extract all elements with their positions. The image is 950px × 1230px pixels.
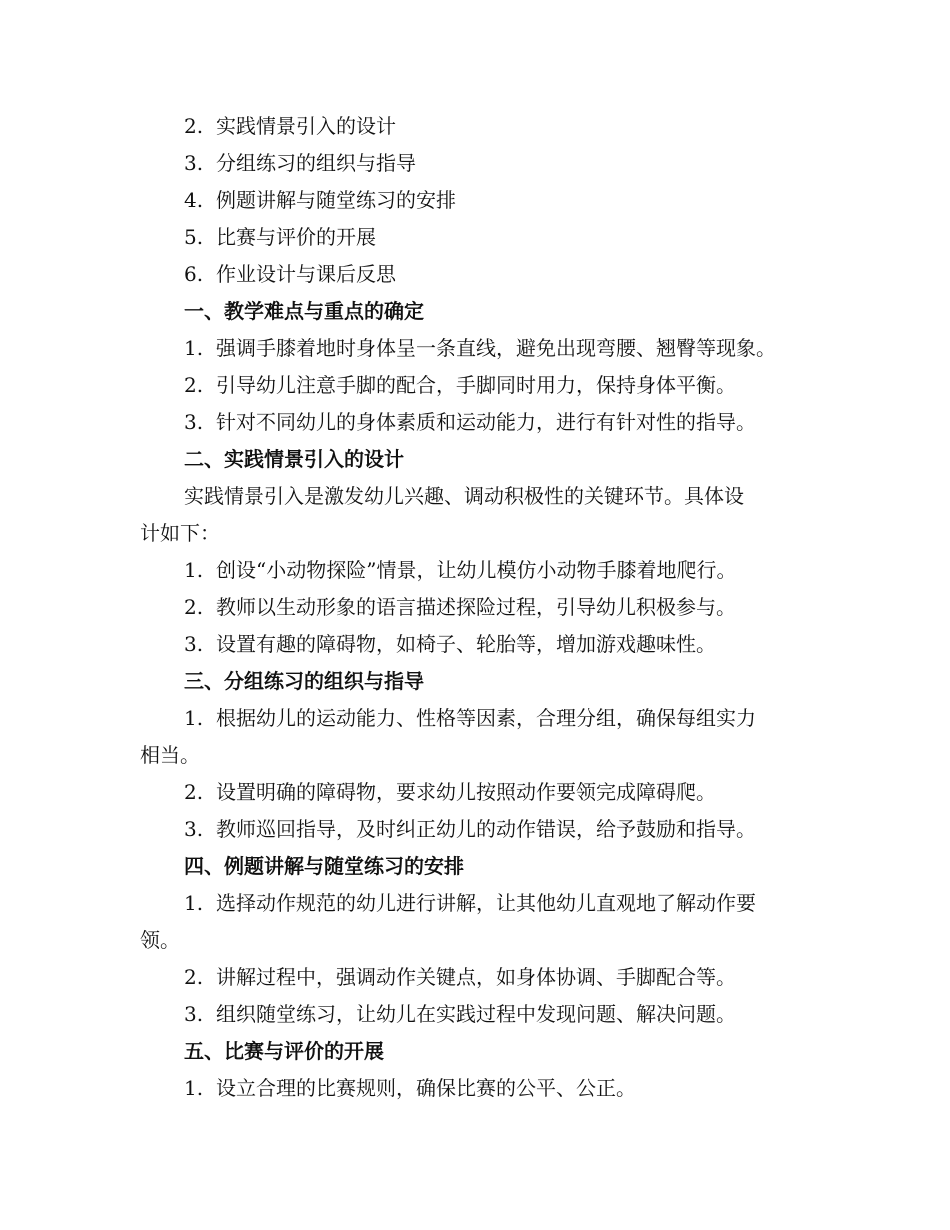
list-text: 教师以生动形象的语言描述探险过程，引导幼儿积极参与。 [216,595,736,619]
list-item [140,774,820,811]
list-item [140,589,820,626]
list-number: 2. [184,595,204,619]
list-number: 1. [184,558,204,582]
list-number: 3. [184,1002,204,1026]
list-item [140,552,820,589]
list-number: 1. [184,706,204,730]
document-body [140,108,820,1107]
list-text: 教师巡回指导，及时纠正幼儿的动作错误，给予鼓励和指导。 [216,817,756,841]
section-heading: 二、实践情景引入的设计 [184,447,404,471]
list-number: 2. [184,114,204,138]
list-number: 2. [184,965,204,989]
paragraph-line: 计如下： [140,521,220,545]
list-item [140,219,820,256]
list-item [140,182,820,219]
list-number: 3. [184,151,204,175]
section-heading: 四、例题讲解与随堂练习的安排 [184,854,464,878]
list-text: 设立合理的比赛规则，确保比赛的公平、公正。 [216,1076,636,1100]
list-item-continuation: 相当。 [140,743,200,767]
list-text: 针对不同幼儿的身体素质和运动能力，进行有针对性的指导。 [216,410,756,434]
list-number: 6. [184,262,204,286]
list-number: 3. [184,817,204,841]
list-text: 根据幼儿的运动能力、性格等因素，合理分组，确保每组实力 [216,706,756,730]
list-item [140,626,820,663]
list-item [140,811,820,848]
list-number: 2. [184,780,204,804]
list-text: 实践情景引入的设计 [216,114,396,138]
list-text: 比赛与评价的开展 [216,225,376,249]
list-number: 1. [184,336,204,360]
list-text: 选择动作规范的幼儿进行讲解，让其他幼儿直观地了解动作要 [216,891,756,915]
list-item [140,1070,820,1107]
list-item [140,367,820,404]
list-item [140,145,820,182]
list-text: 引导幼儿注意手脚的配合，手脚同时用力，保持身体平衡。 [216,373,736,397]
list-item [140,404,820,441]
list-text: 组织随堂练习，让幼儿在实践过程中发现问题、解决问题。 [216,1002,736,1026]
paragraph-line: 实践情景引入是激发幼儿兴趣、调动积极性的关键环节。具体设 [184,484,744,508]
list-number: 3. [184,410,204,434]
list-number: 5. [184,225,204,249]
section-heading: 一、教学难点与重点的确定 [184,299,424,323]
section-heading: 五、比赛与评价的开展 [184,1039,384,1063]
list-item [140,996,820,1033]
list-text: 创设“小动物探险”情景，让幼儿模仿小动物手膝着地爬行。 [216,558,737,582]
list-number: 2. [184,373,204,397]
section-heading: 三、分组练习的组织与指导 [184,669,424,693]
list-text: 例题讲解与随堂练习的安排 [216,188,456,212]
list-item [140,885,820,922]
list-text: 作业设计与课后反思 [216,262,396,286]
list-number: 3. [184,632,204,656]
list-item-continuation: 领。 [140,928,180,952]
list-number: 4. [184,188,204,212]
list-item [140,108,820,145]
list-text: 设置有趣的障碍物，如椅子、轮胎等，增加游戏趣味性。 [216,632,716,656]
list-number: 1. [184,891,204,915]
list-item [140,330,820,367]
list-number: 1. [184,1076,204,1100]
list-item [140,959,820,996]
list-text: 讲解过程中，强调动作关键点，如身体协调、手脚配合等。 [216,965,736,989]
list-text: 分组练习的组织与指导 [216,151,416,175]
list-text: 设置明确的障碍物，要求幼儿按照动作要领完成障碍爬。 [216,780,716,804]
list-item [140,256,820,293]
list-item [140,700,820,737]
list-text: 强调手膝着地时身体呈一条直线，避免出现弯腰、翘臀等现象。 [216,336,776,360]
